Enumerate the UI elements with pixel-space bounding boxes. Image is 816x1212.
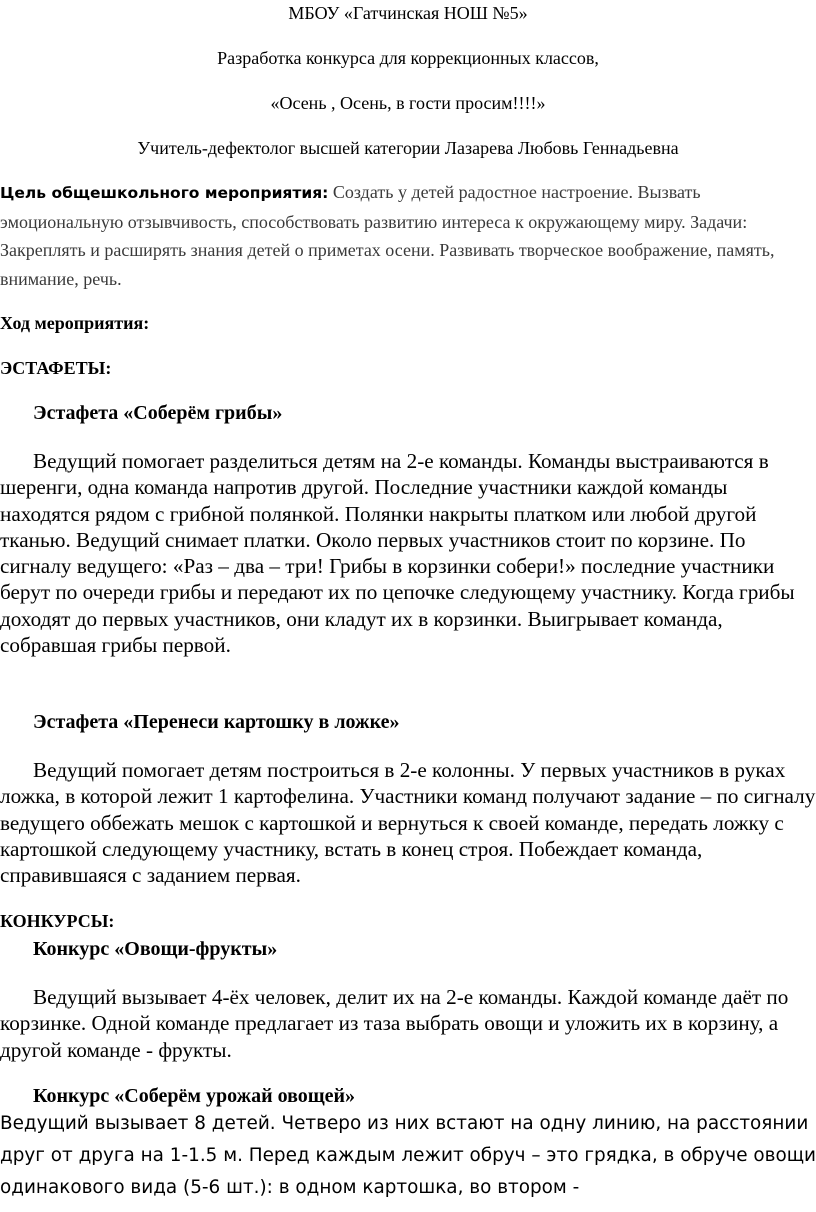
school-name: МБОУ «Гатчинская НОШ №5» — [288, 3, 528, 23]
contest-vegfruit-text: Ведущий вызывает 4-ёх человек, делит их на 2-е команды. Каждой команде даёт по корзинке. Одной команде предлагает из таза выбрать овощи и уложить их в корзину, а другой команде - фрукты. — [0, 985, 789, 1062]
relay-potato-title: Эстафета «Перенеси картошку в ложке» — [33, 711, 400, 733]
contests-heading: КОНКУРСЫ: — [0, 911, 115, 931]
contest-harvest-title: Конкурс «Соберём урожай овощей» — [33, 1085, 356, 1107]
relay-mushrooms-title: Эстафета «Соберём грибы» — [33, 402, 283, 424]
course-heading: Ход мероприятия: — [0, 313, 150, 333]
relay-potato-text: Ведущий помогает детям построиться в 2-е колонны. У первых участников в руках ложка, в которой лежит 1 картофелина. Участники команд получают задание – по сигналу ведущего оббежать мешок с картошкой и вернуться к своей команде, передать ложку с картошкой следующему участнику, встать в конец строя. Побеждает команда, справившаяся с заданием первая. — [0, 758, 816, 888]
contest-harvest-text: Ведущий вызывает 8 детей. Четверо из них встают на одну линию, на расстоянии друг от друга на 1-1.5 м. Перед каждым лежит обруч – это грядка, в обруче овощи одинакового вида (5-6 шт.): в одном картошка, во втором - — [0, 1113, 816, 1198]
goal-label: Цель общешкольного мероприятия: — [0, 184, 329, 202]
goal-paragraph — [0, 178, 800, 293]
author-line: Учитель-дефектолог высшей категории Лазарева Любовь Геннадьевна — [137, 138, 679, 158]
event-title: «Осень , Осень, в гости просим!!!!» — [270, 93, 546, 113]
contest-vegfruit-title: Конкурс «Овощи-фрукты» — [33, 938, 278, 960]
goal-text: Создать у детей радостное настроение. Вызвать эмоциональную отзывчивость, способствовать развитию интереса к окружающему миру. Задачи: Закреплять и расширять знания детей о приметах осени. Развивать творческое воображение, память, внимание, речь. — [0, 182, 775, 289]
relays-heading: ЭСТАФЕТЫ: — [0, 358, 112, 378]
document-title: Разработка конкурса для коррекционных классов, — [217, 48, 599, 68]
relay-mushrooms-text: Ведущий помогает разделиться детям на 2-е команды. Команды выстраиваются в шеренги, одна команда напротив другой. Последние участники каждой команды находятся рядом с грибной полянкой. Полянки накрыты платком или любой другой тканью. Ведущий снимает платки. Около первых участников стоит по корзине. По сигналу ведущего: «Раз – два – три! Грибы в корзинки собери!» последние участники берут по очереди грибы и передают их по цепочке следующему участнику. Когда грибы доходят до первых участников, они кладут их в корзинки. Выигрывает команда, собравшая грибы первой. — [0, 449, 795, 658]
